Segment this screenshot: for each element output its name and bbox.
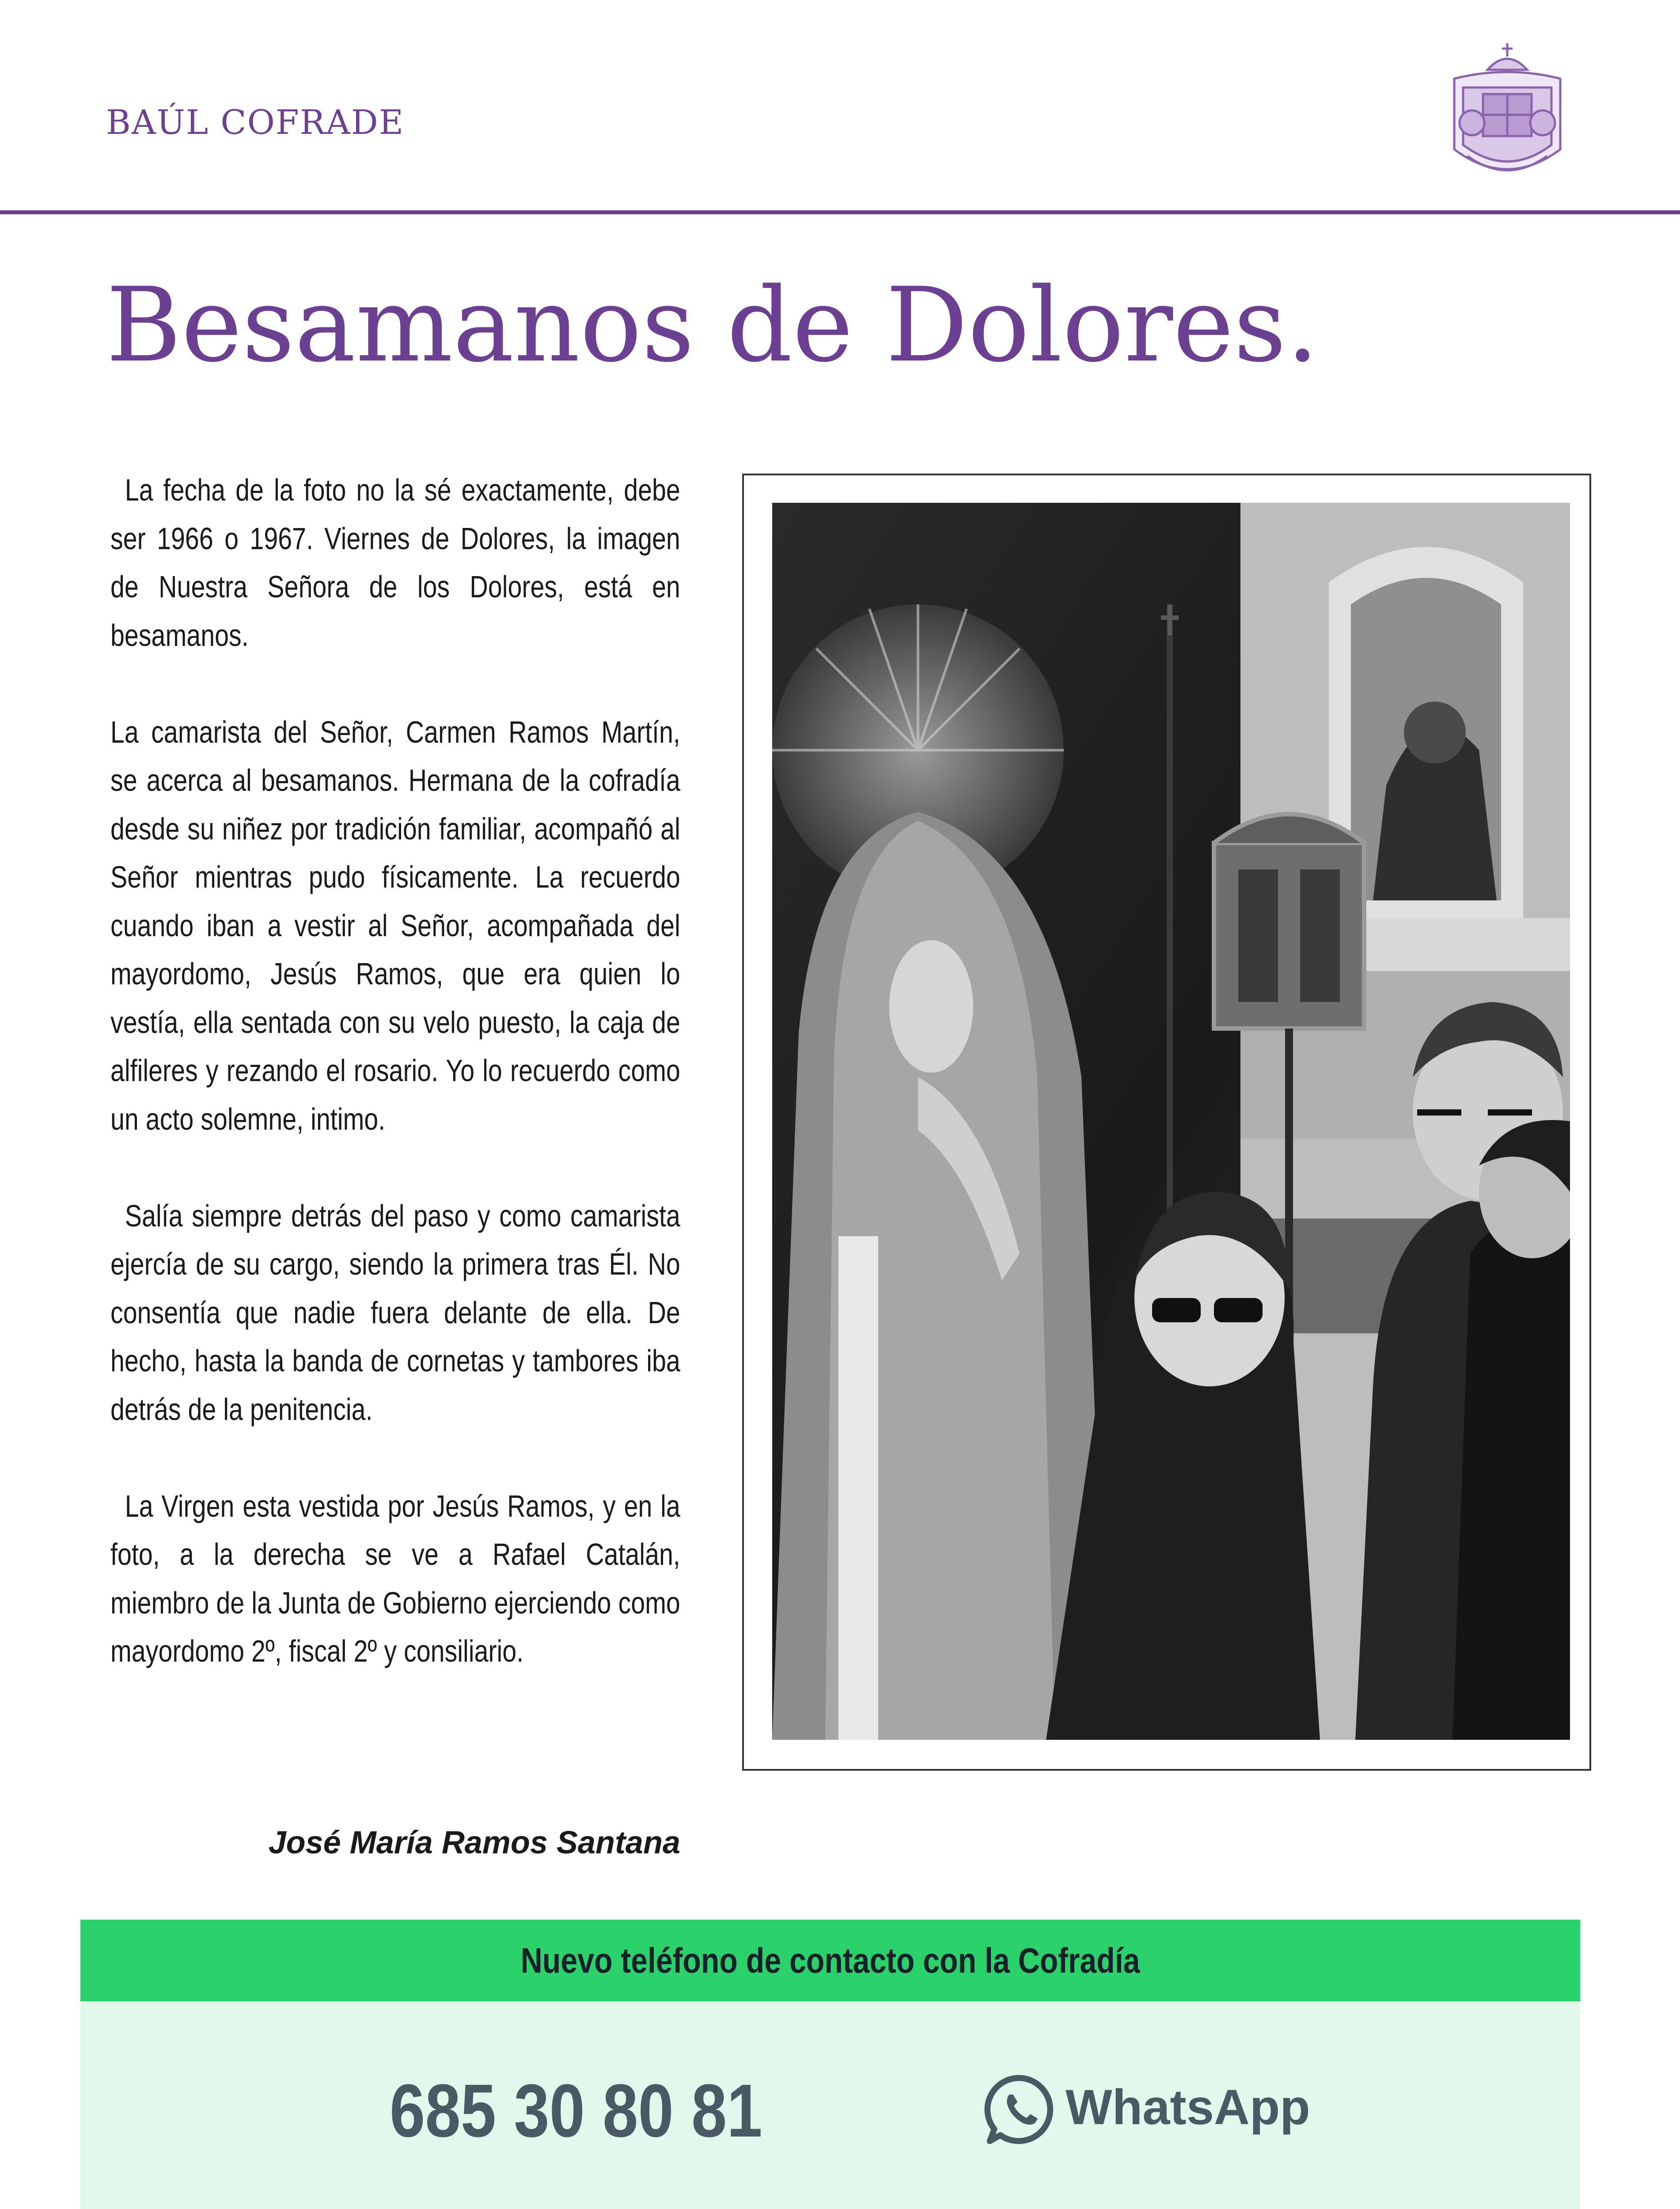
phone-number[interactable]: 685 30 80 81 (390, 2069, 762, 2153)
article-paragraph-4: La Virgen esta vestida por Jesús Ramos, y en la foto, a la derecha se ve a Rafael Catalán, miembro de la Junta de Gobierno ejerciendo como mayordomo 2º, fiscal 2º y consiliario. (110, 1488, 680, 1668)
article-paragraph-3: Salía siempre detrás del paso y como camarista ejercía de su cargo, siendo la primera tras Él. No consentía que nadie fuera delante de ella. De hecho, hasta la banda de cornetas y tambores iba detrás de la penitencia. (110, 1198, 680, 1427)
page-title: Besamanos de Dolores. (106, 266, 1319, 385)
contact-heading: Nuevo teléfono de contacto con la Cofradía (520, 1940, 1140, 1980)
whatsapp-label: WhatsApp (1066, 2080, 1310, 2135)
photo-frame (742, 474, 1591, 1771)
article-paragraph-1: La fecha de la foto no la sé exactamente, debe ser 1966 o 1967. Viernes de Dolores, la imagen de Nuestra Señora de los Dolores, está en besamanos. (110, 473, 680, 653)
header-rule (0, 210, 1680, 214)
whatsapp-icon (984, 2072, 1059, 2147)
historic-photo (772, 503, 1570, 1740)
contact-panel (80, 2001, 1580, 2209)
article-author: José María Ramos Santana (268, 1825, 680, 1860)
brotherhood-crest-icon (1441, 39, 1574, 194)
article-paragraph-2: La camarista del Señor, Carmen Ramos Martín, se acerca al besamanos. Hermana de la cofradía desde su niñez por tradición familiar, acompañó al Señor mientras pudo físicamente. La recuerdo cuando iban a vestir al Señor, acompañada del mayordomo, Jesús Ramos, que era quien lo vestía, ella sentada con su velo puesto, la caja de alfileres y rezando el rosario. Yo lo recuerdo como un acto solemne, intimo. (110, 714, 680, 1136)
contact-banner (80, 1920, 1580, 2001)
article-body (110, 466, 680, 1724)
section-label: BAÚL COFRADE (106, 102, 405, 142)
